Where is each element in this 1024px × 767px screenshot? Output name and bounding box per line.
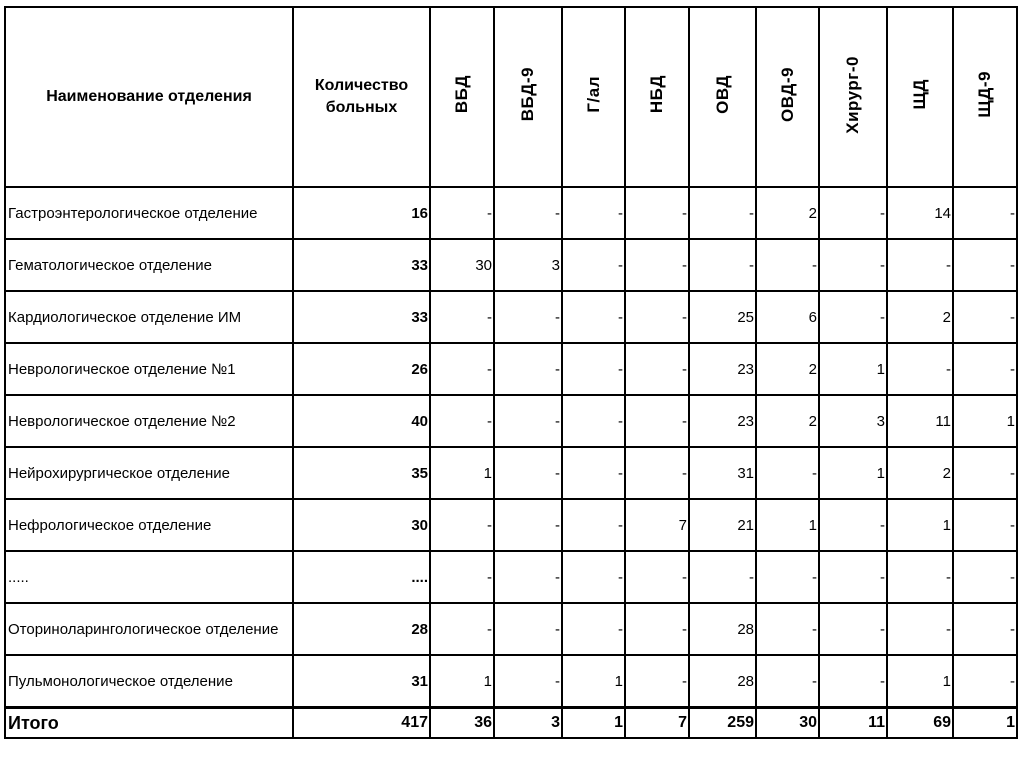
table-cell: 31 — [689, 447, 756, 499]
patient-count: 33 — [293, 239, 430, 291]
table-cell: 23 — [689, 343, 756, 395]
total-row — [5, 708, 1017, 739]
header-department-name: Наименование отделения — [5, 7, 293, 187]
department-name: Гематологическое отделение — [5, 239, 293, 291]
patients-table — [4, 6, 1018, 739]
table-cell: - — [562, 395, 625, 447]
department-name: Нейрохирургическое отделение — [5, 447, 293, 499]
table-cell: - — [430, 291, 494, 343]
table-cell: - — [430, 603, 494, 655]
table-cell: - — [494, 343, 562, 395]
table-cell: - — [625, 603, 689, 655]
table-cell: 21 — [689, 499, 756, 551]
patient-count: 31 — [293, 655, 430, 708]
table-cell: - — [562, 343, 625, 395]
table-cell: - — [953, 239, 1017, 291]
department-name: Кардиологическое отделение ИМ — [5, 291, 293, 343]
table-cell: - — [430, 187, 494, 239]
table-cell: - — [819, 499, 887, 551]
header-column: ОВД-9 — [756, 7, 819, 187]
table-cell: - — [562, 603, 625, 655]
department-name: Оториноларингологическое отделение — [5, 603, 293, 655]
table-row — [5, 551, 1017, 603]
table-cell: - — [819, 239, 887, 291]
total-cell: 11 — [819, 708, 887, 739]
table-cell: - — [887, 551, 953, 603]
table-row — [5, 447, 1017, 499]
table-cell: 1 — [430, 447, 494, 499]
table-cell: 2 — [756, 343, 819, 395]
table-cell: - — [756, 551, 819, 603]
patient-count: 30 — [293, 499, 430, 551]
table-cell: - — [562, 291, 625, 343]
table-row — [5, 187, 1017, 239]
table-cell: - — [819, 551, 887, 603]
table-cell: - — [625, 239, 689, 291]
table-cell: - — [430, 343, 494, 395]
header-column: ЩД — [887, 7, 953, 187]
table-cell: - — [887, 603, 953, 655]
table-cell: 6 — [756, 291, 819, 343]
patient-count: 16 — [293, 187, 430, 239]
table-cell: - — [625, 187, 689, 239]
table-cell: - — [494, 551, 562, 603]
table-cell: - — [494, 291, 562, 343]
table-cell: - — [494, 447, 562, 499]
table-cell: - — [430, 395, 494, 447]
total-cell: 1 — [953, 708, 1017, 739]
table-cell: - — [756, 655, 819, 708]
table-cell: - — [819, 291, 887, 343]
table-cell: 30 — [430, 239, 494, 291]
total-cell: 30 — [756, 708, 819, 739]
department-name: Гастроэнтерологическое отделение — [5, 187, 293, 239]
table-cell: 14 — [887, 187, 953, 239]
table-cell: - — [689, 239, 756, 291]
table-cell: - — [494, 187, 562, 239]
table-cell: 25 — [689, 291, 756, 343]
table-cell: - — [756, 447, 819, 499]
table-cell: - — [953, 187, 1017, 239]
table-cell: 11 — [887, 395, 953, 447]
total-patient-count: 417 — [293, 708, 430, 739]
total-cell: 69 — [887, 708, 953, 739]
table-cell: 3 — [819, 395, 887, 447]
table-cell: 7 — [625, 499, 689, 551]
table-cell: 3 — [494, 239, 562, 291]
table-cell: - — [756, 239, 819, 291]
header-column: ВБД-9 — [494, 7, 562, 187]
table-cell: - — [819, 187, 887, 239]
table-cell: - — [887, 343, 953, 395]
table-cell: - — [562, 187, 625, 239]
table-row — [5, 343, 1017, 395]
table-cell: - — [625, 447, 689, 499]
table-cell: - — [887, 239, 953, 291]
header-patient-count: Количество больных — [293, 7, 430, 187]
table-cell: - — [562, 447, 625, 499]
table-row — [5, 603, 1017, 655]
table-cell: 2 — [887, 291, 953, 343]
total-cell: 36 — [430, 708, 494, 739]
patient-count: 28 — [293, 603, 430, 655]
header-column: Г/ал — [562, 7, 625, 187]
table-cell: 28 — [689, 655, 756, 708]
table-cell: - — [494, 603, 562, 655]
table-cell: 1 — [562, 655, 625, 708]
table-cell: 23 — [689, 395, 756, 447]
table-cell: - — [953, 655, 1017, 708]
table-cell: - — [625, 343, 689, 395]
header-column: ВБД — [430, 7, 494, 187]
table-cell: - — [430, 551, 494, 603]
table-cell: 2 — [756, 395, 819, 447]
table-cell: - — [625, 551, 689, 603]
table-cell: 1 — [756, 499, 819, 551]
table-cell: 1 — [819, 447, 887, 499]
header-column: ОВД — [689, 7, 756, 187]
header-column: ЩД-9 — [953, 7, 1017, 187]
total-cell: 1 — [562, 708, 625, 739]
department-name: Неврологическое отделение №2 — [5, 395, 293, 447]
table-cell: - — [819, 603, 887, 655]
total-cell: 259 — [689, 708, 756, 739]
table-cell: 28 — [689, 603, 756, 655]
table-cell: - — [494, 499, 562, 551]
patient-count: 40 — [293, 395, 430, 447]
table-cell: - — [953, 291, 1017, 343]
table-cell: - — [625, 395, 689, 447]
total-cell: 3 — [494, 708, 562, 739]
table-cell: - — [953, 499, 1017, 551]
table-row — [5, 291, 1017, 343]
table-cell: - — [430, 499, 494, 551]
department-name: Пульмонологическое отделение — [5, 655, 293, 708]
header-column: НБД — [625, 7, 689, 187]
table-cell: - — [953, 447, 1017, 499]
total-cell: 7 — [625, 708, 689, 739]
table-cell: - — [494, 395, 562, 447]
total-label: Итого — [5, 708, 293, 739]
table-cell: - — [819, 655, 887, 708]
table-cell: - — [953, 343, 1017, 395]
department-name: Нефрологическое отделение — [5, 499, 293, 551]
table-row — [5, 499, 1017, 551]
table-cell: - — [625, 655, 689, 708]
table-cell: 1 — [819, 343, 887, 395]
department-name: ..... — [5, 551, 293, 603]
patient-count: .... — [293, 551, 430, 603]
table-cell: - — [562, 239, 625, 291]
table-row — [5, 239, 1017, 291]
patient-count: 33 — [293, 291, 430, 343]
table-cell: 1 — [953, 395, 1017, 447]
table-cell: 1 — [887, 655, 953, 708]
table-cell: - — [756, 603, 819, 655]
table-cell: - — [689, 187, 756, 239]
header-column: Хирург-0 — [819, 7, 887, 187]
table-cell: - — [953, 603, 1017, 655]
table-cell: - — [689, 551, 756, 603]
table-cell: - — [953, 551, 1017, 603]
table-row — [5, 395, 1017, 447]
table-cell: - — [562, 499, 625, 551]
table-cell: 1 — [430, 655, 494, 708]
table-cell: - — [562, 551, 625, 603]
table-cell: - — [494, 655, 562, 708]
table-cell: - — [625, 291, 689, 343]
table-cell: 1 — [887, 499, 953, 551]
table-body — [5, 187, 1017, 738]
patient-count: 26 — [293, 343, 430, 395]
header-row — [5, 7, 1017, 187]
patient-count: 35 — [293, 447, 430, 499]
table-cell: 2 — [756, 187, 819, 239]
table-cell: 2 — [887, 447, 953, 499]
department-name: Неврологическое отделение №1 — [5, 343, 293, 395]
table-row — [5, 655, 1017, 708]
